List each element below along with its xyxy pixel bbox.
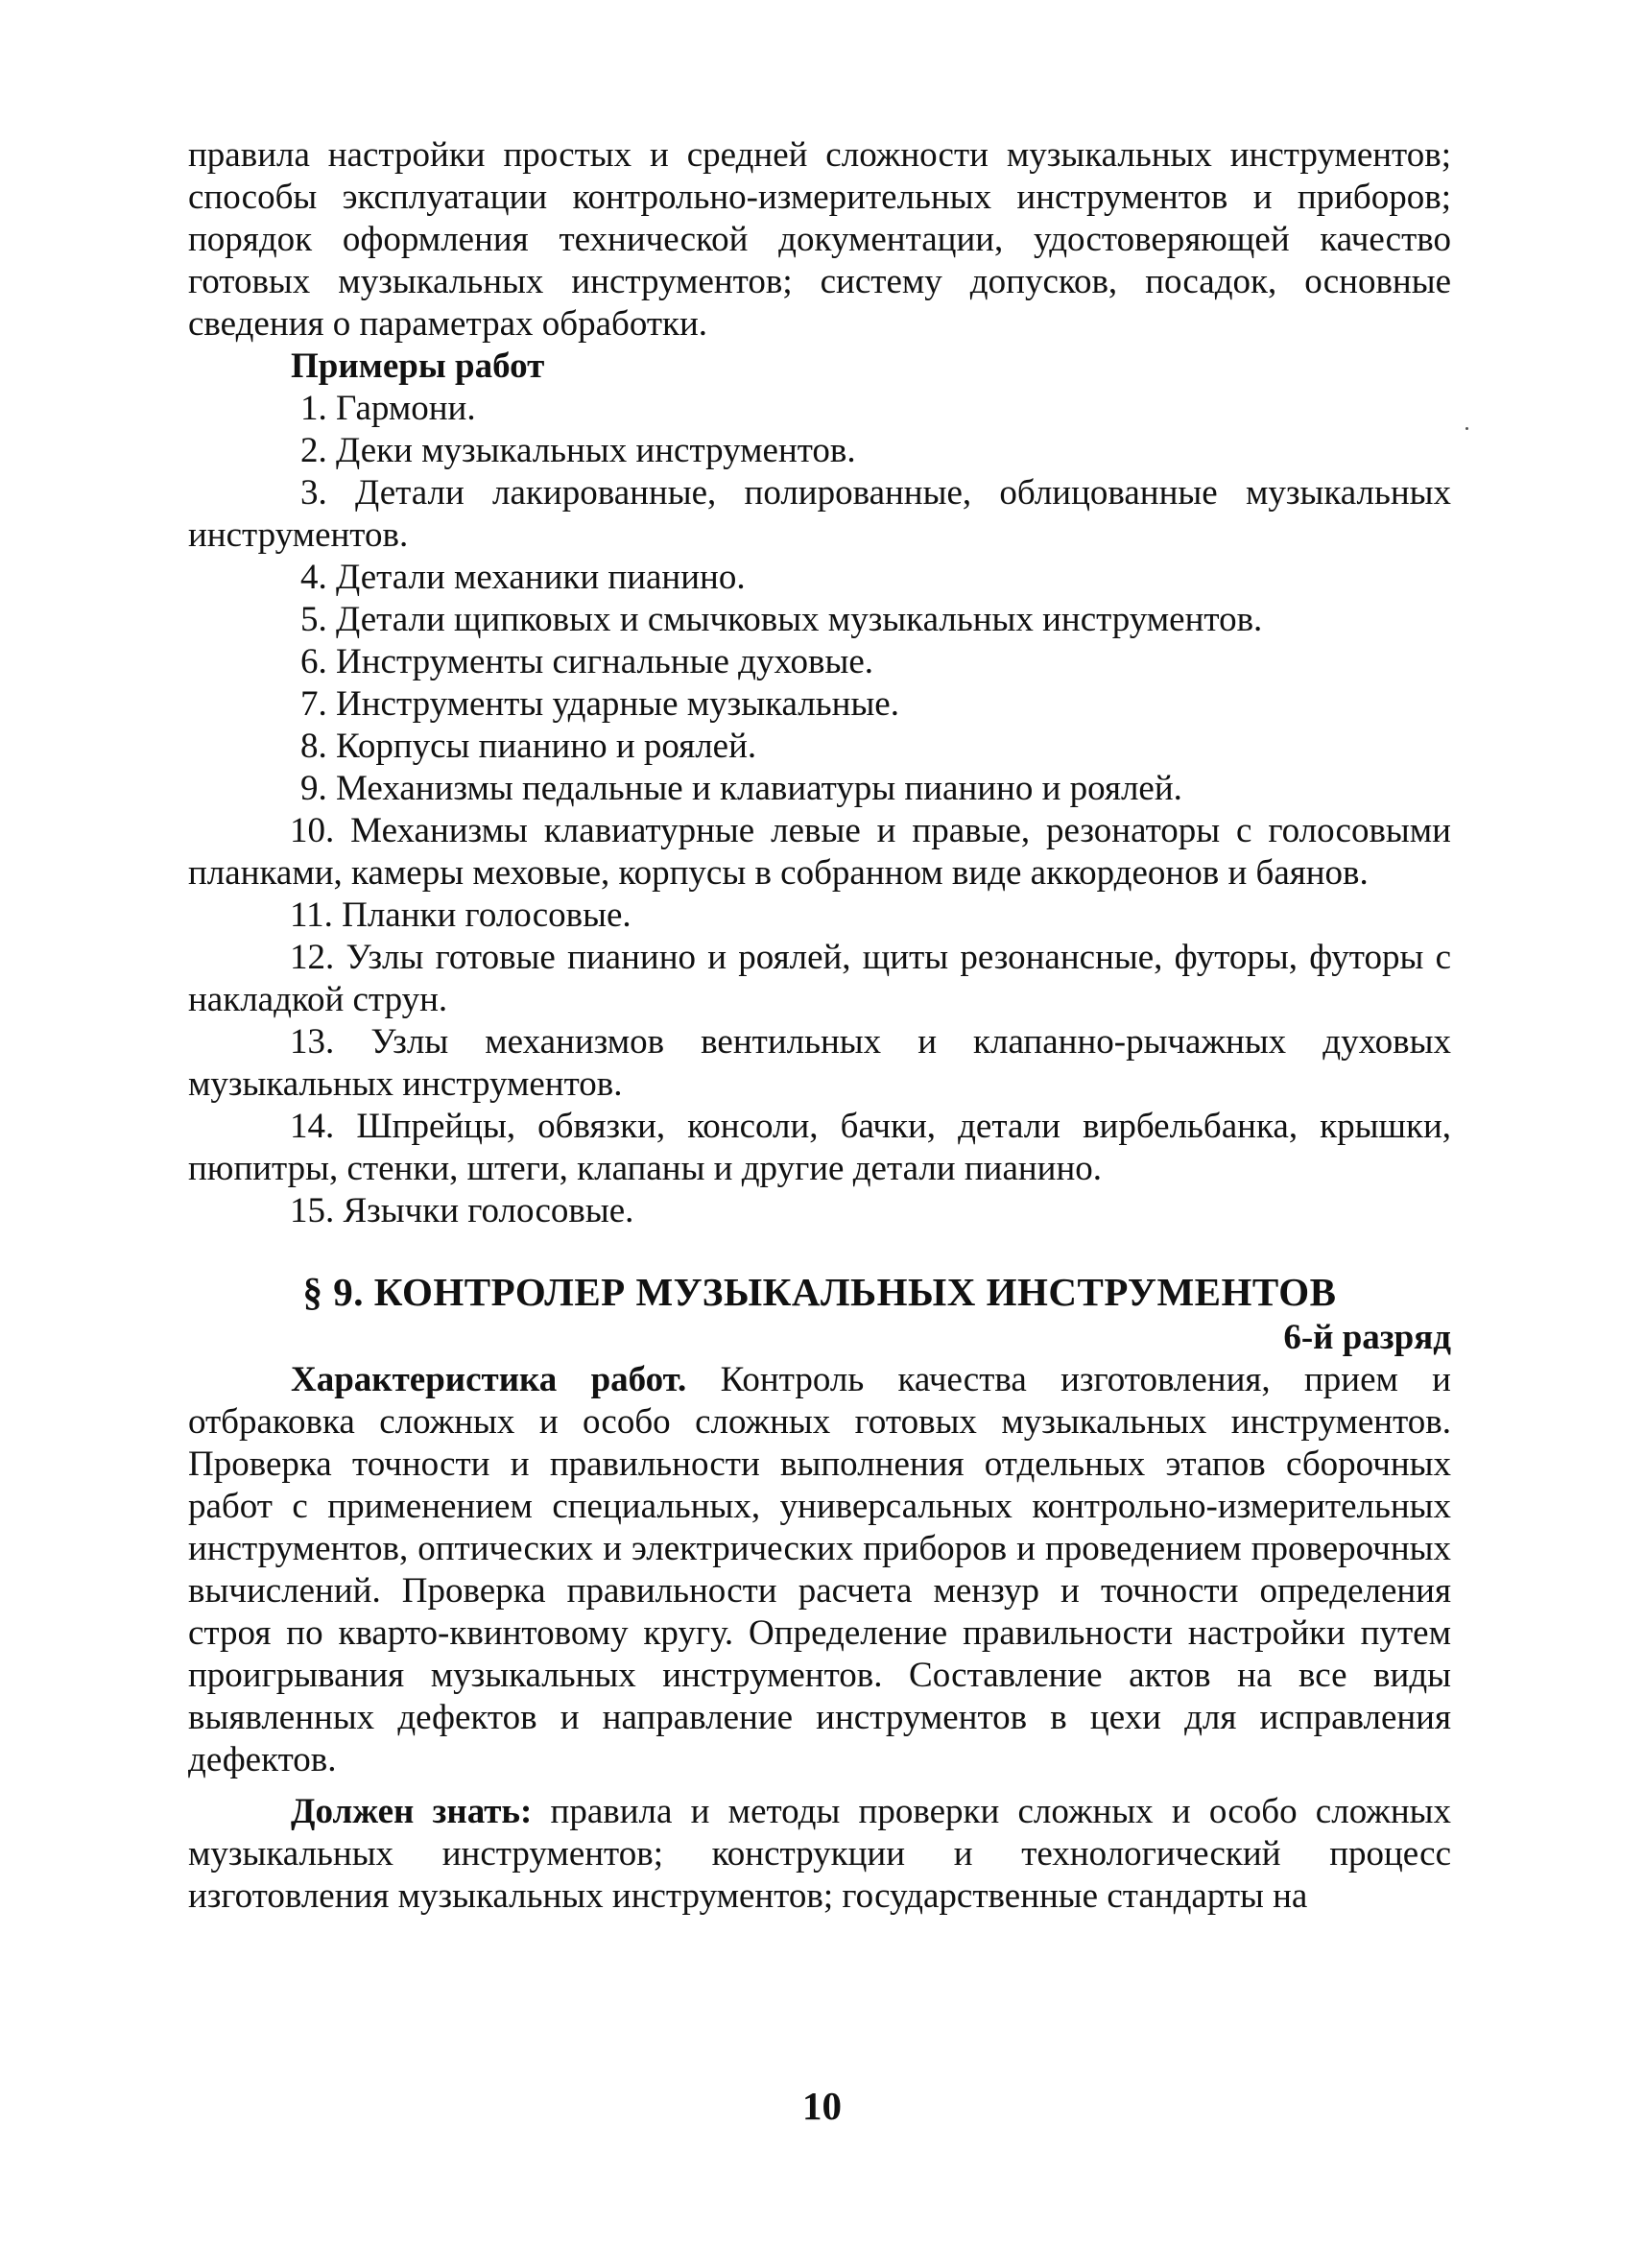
knowledge-paragraph — [188, 1791, 1451, 1918]
example-item: 2. Деки музыкальных инструментов. — [300, 431, 856, 470]
example-item: 15. Язычки голосовые. — [290, 1191, 634, 1230]
example-item: 10. Механизмы клавиатурные левые и правые, резонаторы с голосовыми планками, камеры меховые, корпусы в собранном виде аккордеонов и баянов. — [188, 811, 1451, 893]
knowledge-text: правила и методы проверки сложных и особо сложных музыкальных инструментов; конструкции и технологический процесс изготовления музыкальных инструментов; государственные стандарты на — [188, 1792, 1451, 1916]
characteristics-text: Контроль качества изготовления, прием и отбраковка сложных и особо сложных готовых музыкальных инструментов. Проверка точности и правильности выполнения отдельных этапов сборочных работ с применением специальных, универсальных контрольно-измерительных инструментов, оптических и электрических приборов и проведением проверочных вычислений. Проверка правильности расчета мензур и точности определения строя по кварто-квинтовому кругу. Определение правильности настройки путем проигрывания музыкальных инструментов. Составление актов на все виды выявленных дефектов и направление инструментов в цехи для исправления дефектов. — [188, 1360, 1451, 1779]
example-item: 4. Детали механики пианино. — [300, 558, 746, 597]
example-item: 9. Механизмы педальные и клавиатуры пианино и роялей. — [300, 769, 1182, 808]
example-item: 1. Гармони. — [300, 389, 476, 428]
example-item: 8. Корпусы пианино и роялей. — [300, 727, 757, 766]
section-title: § 9. КОНТРОЛЕР МУЗЫКАЛЬНЫХ ИНСТРУМЕНТОВ — [302, 1270, 1337, 1314]
grade-label: 6-й разряд — [1283, 1318, 1451, 1357]
example-item: 14. Шпрейцы, обвязки, консоли, бачки, детали вирбельбанка, крышки, пюпитры, стенки, штеги, клапаны и другие детали пианино. — [188, 1107, 1451, 1188]
example-item: 5. Детали щипковых и смычковых музыкальных инструментов. — [300, 600, 1263, 639]
example-item: 12. Узлы готовые пианино и роялей, щиты резонансные, футоры, футоры с накладкой струн. — [188, 938, 1451, 1019]
examples-list — [188, 388, 1451, 1232]
scan-speck — [1465, 427, 1468, 430]
characteristics-label: Характеристика работ. — [291, 1360, 687, 1399]
example-item: 3. Детали лакированные, полированные, облицованные музыкальных инструментов. — [188, 473, 1451, 555]
example-item: 13. Узлы механизмов вентильных и клапанно-рычажных духовых музыкальных инструментов. — [188, 1022, 1451, 1104]
characteristics-paragraph — [188, 1359, 1451, 1781]
example-item: 6. Инструменты сигнальные духовые. — [300, 642, 874, 681]
page-number: 10 — [802, 2084, 842, 2128]
example-item: 7. Инструменты ударные музыкальные. — [300, 684, 899, 724]
intro-paragraph: правила настройки простых и средней сложности музыкальных инструментов; способы эксплуатации контрольно-измерительных инструментов и приборов; порядок оформления технической документации, удостоверяющей качество готовых музыкальных инструментов; систему допусков, посадок, основные сведения о параметрах обработки. — [188, 135, 1451, 344]
examples-heading: Примеры работ — [291, 346, 545, 386]
knowledge-label: Должен знать: — [291, 1792, 533, 1831]
page-content — [188, 134, 1451, 1918]
example-item: 11. Планки голосовые. — [290, 895, 631, 935]
